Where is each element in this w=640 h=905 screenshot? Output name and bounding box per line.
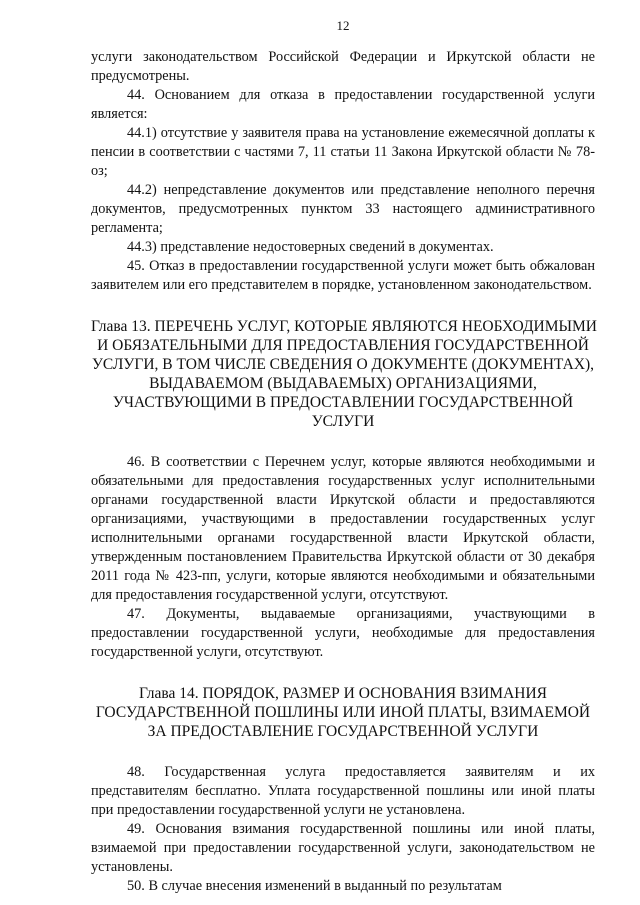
chapter-13-heading-line: УЧАСТВУЮЩИМИ В ПРЕДОСТАВЛЕНИИ ГОСУДАРСТВЕННОЙ bbox=[112, 394, 574, 411]
chapter-13-heading-line: УСЛУГИ bbox=[311, 413, 375, 430]
paragraph-continuation: услуги законодательством Российской Федерации и Иркутской области не предусмотрены. bbox=[91, 49, 595, 84]
chapter-14-heading-line: ЗА ПРЕДОСТАВЛЕНИЕ ГОСУДАРСТВЕННОЙ УСЛУГИ bbox=[147, 723, 539, 740]
paragraph-44-2: 44.2) непредставление документов или представление неполного перечня документов, предусмотренных пунктом 33 настоящего административного регламента; bbox=[91, 182, 595, 236]
paragraph-47: 47. Документы, выдаваемые организациями, участвующими в предоставлении государственной услуги, необходимые для предоставления государственной услуги, отсутствуют. bbox=[91, 606, 595, 660]
chapter-13-heading-line: Глава 13. ПЕРЕЧЕНЬ УСЛУГ, КОТОРЫЕ ЯВЛЯЮТСЯ НЕОБХОДИМЫМИ bbox=[91, 318, 597, 335]
chapter-14-heading-line: ГОСУДАРСТВЕННОЙ ПОШЛИНЫ ИЛИ ИНОЙ ПЛАТЫ, ВЗИМАЕМОЙ bbox=[95, 704, 591, 721]
paragraph-50: 50. В случае внесения изменений в выданный по результатам bbox=[127, 878, 502, 894]
chapter-13-heading bbox=[91, 317, 595, 431]
paragraph-44: 44. Основанием для отказа в предоставлении государственной услуги является: bbox=[91, 87, 595, 122]
paragraph-44-3: 44.3) представление недостоверных сведений в документах. bbox=[127, 239, 494, 255]
paragraph-49: 49. Основания взимания государственной пошлины или иной платы, взимаемой при предоставлении государственной услуги, законодательством не установлены. bbox=[91, 821, 595, 875]
paragraph-48: 48. Государственная услуга предоставляется заявителям и их представителям бесплатно. Уплата государственной пошлины или иной платы при предоставлении государственной услуги не установлена. bbox=[91, 764, 595, 818]
chapter-13-heading-line: УСЛУГИ, В ТОМ ЧИСЛЕ СВЕДЕНИЯ О ДОКУМЕНТЕ (ДОКУМЕНТАХ), bbox=[91, 356, 595, 373]
paragraph-45: 45. Отказ в предоставлении государственной услуги может быть обжалован заявителем или его представителем в порядке, установленном законодательством. bbox=[91, 258, 595, 293]
chapter-14-heading-line: Глава 14. ПОРЯДОК, РАЗМЕР И ОСНОВАНИЯ ВЗИМАНИЯ bbox=[138, 685, 548, 702]
page-number: 12 bbox=[336, 18, 350, 33]
document-page bbox=[91, 18, 595, 896]
chapter-13-heading-line: ВЫДАВАЕМОМ (ВЫДАВАЕМЫХ) ОРГАНИЗАЦИЯМИ, bbox=[149, 375, 537, 392]
chapter-13-heading-line: И ОБЯЗАТЕЛЬНЫМИ ДЛЯ ПРЕДОСТАВЛЕНИЯ ГОСУДАРСТВЕННОЙ bbox=[97, 337, 589, 354]
paragraph-44-1: 44.1) отсутствие у заявителя права на установление ежемесячной доплаты к пенсии в соответствии с частями 7, 11 статьи 11 Закона Иркутской области № 78-оз; bbox=[91, 125, 595, 179]
paragraph-46: 46. В соответствии с Перечнем услуг, которые являются необходимыми и обязательными для предоставления государственных услуг исполнительными органами государственной власти Иркутской области и предоставляются организациями, участвующими в предоставлении государственных услуг исполнительными органами государственной власти Иркутской области, утвержденным постановлением Правительства Иркутской области от 30 декабря 2011 года № 423-пп, услуги, которые являются необходимыми и обязательными для предоставления государственной услуги, отсутствуют. bbox=[91, 454, 595, 603]
chapter-14-heading bbox=[91, 684, 595, 741]
